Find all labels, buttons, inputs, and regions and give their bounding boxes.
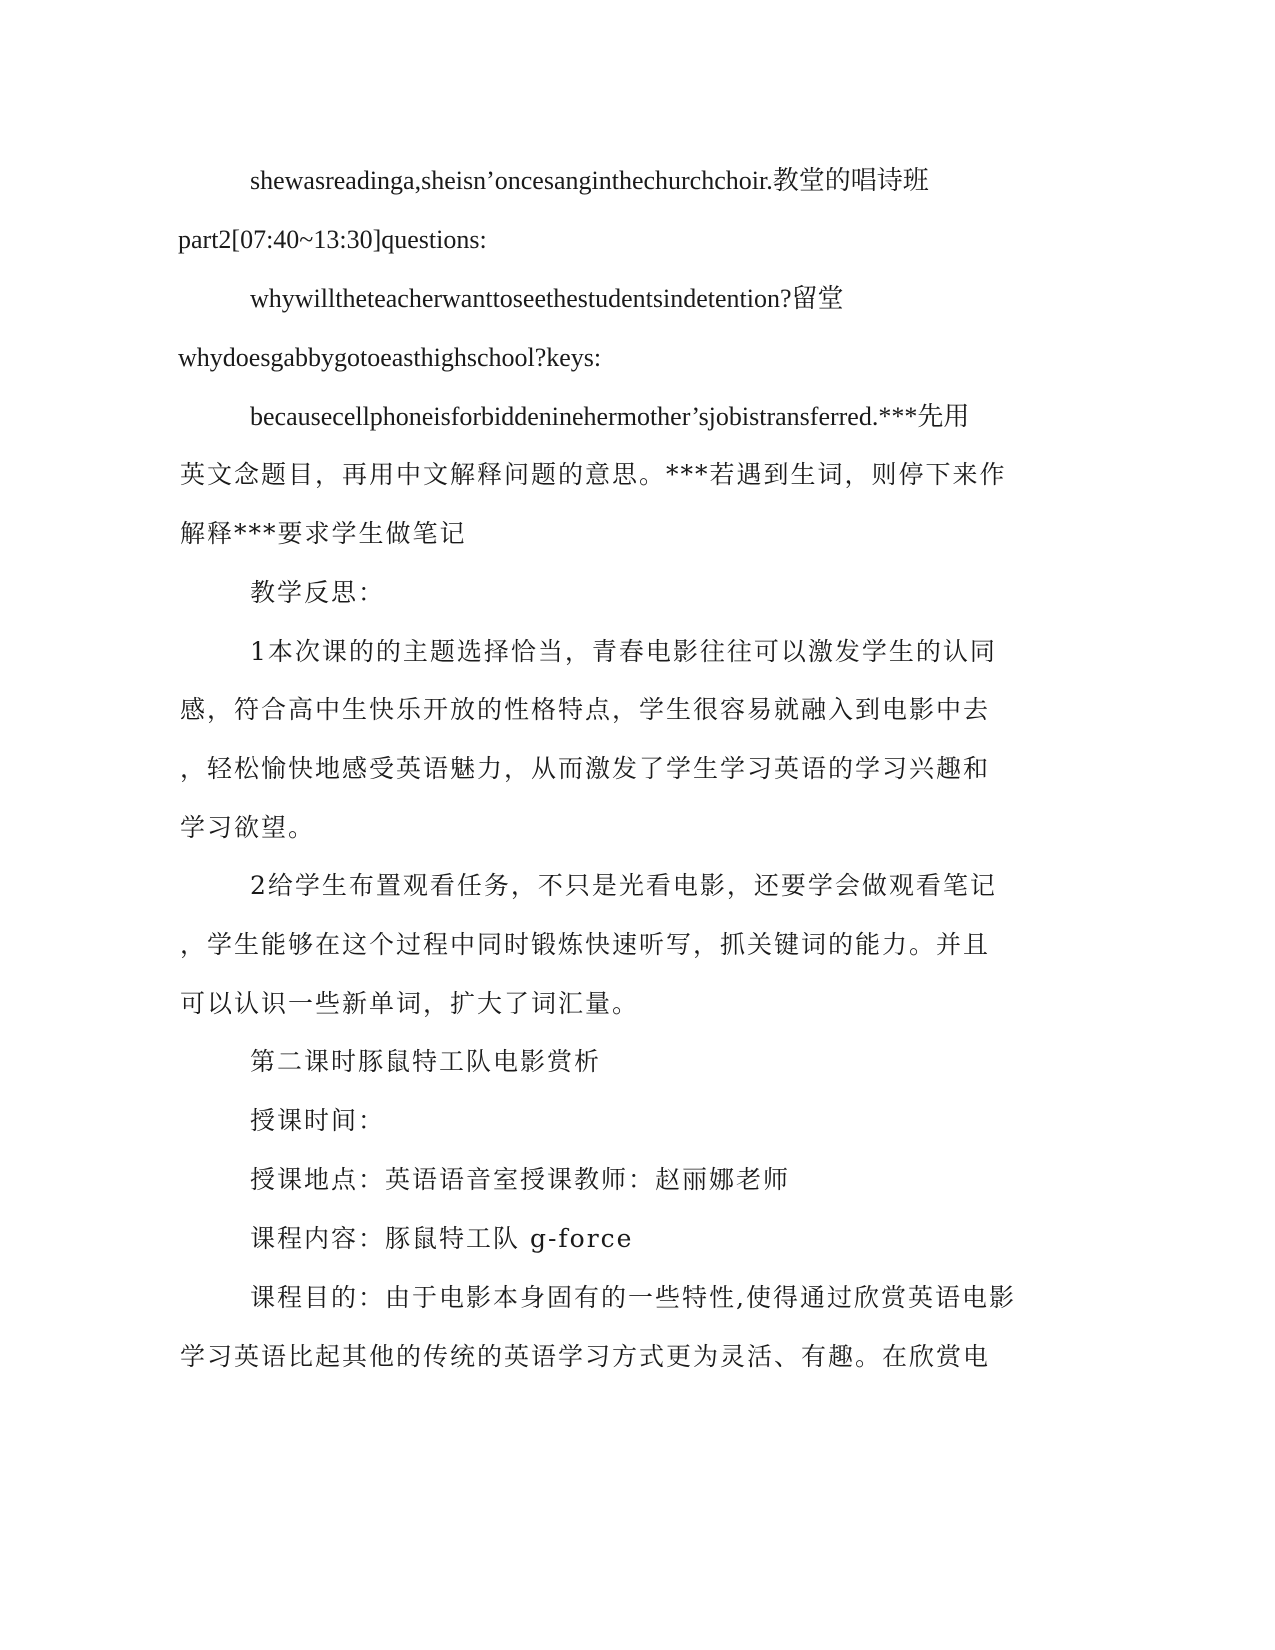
text-line: 解释***要求学生做笔记	[180, 519, 467, 548]
text-line: 英文念题目，再用中文解释问题的意思。***若遇到生词，则停下来作	[180, 460, 1007, 489]
text-line: ，轻松愉快地感受英语魅力，从而激发了学生学习英语的学习兴趣和	[180, 754, 991, 783]
text-line: 授课时间：	[250, 1106, 386, 1135]
text-line: 课程目的：由于电影本身固有的一些特性,使得通过欣赏英语电影	[250, 1283, 1016, 1312]
section-heading: 第二课时豚鼠特工队电影赏析	[250, 1047, 602, 1076]
text-line: whywilltheteacherwanttoseethestudentsindetention?留堂	[250, 284, 844, 313]
text-line: whydoesgabbygotoeasthighschool?keys:	[178, 343, 602, 372]
text-line: 授课地点：英语语音室授课教师：赵丽娜老师	[250, 1165, 791, 1194]
text-line: 感，符合高中生快乐开放的性格特点，学生很容易就融入到电影中去	[180, 695, 991, 724]
text-line: part2[07:40~13:30]questions:	[178, 225, 487, 254]
text-line: 课程内容：豚鼠特工队 g-force	[250, 1224, 634, 1253]
text-line: shewasreadinga,sheisn’oncesanginthechurchchoir.教堂的唱诗班	[250, 166, 929, 195]
section-heading: 教学反思：	[250, 578, 386, 607]
text-line: 学习英语比起其他的传统的英语学习方式更为灵活、有趣。在欣赏电	[180, 1342, 991, 1371]
text-line: 学习欲望。	[180, 813, 316, 842]
text-line: 可以认识一些新单词，扩大了词汇量。	[180, 989, 640, 1018]
text-line: becausecellphoneisforbiddeninehermother’sjobistransferred.***先用	[250, 402, 970, 431]
text-line: ，学生能够在这个过程中同时锻炼快速听写，抓关键词的能力。并且	[180, 930, 991, 959]
text-line: 1本次课的的主题选择恰当，青春电影往往可以激发学生的认同	[250, 637, 997, 666]
text-line: 2给学生布置观看任务，不只是光看电影，还要学会做观看笔记	[250, 871, 997, 900]
